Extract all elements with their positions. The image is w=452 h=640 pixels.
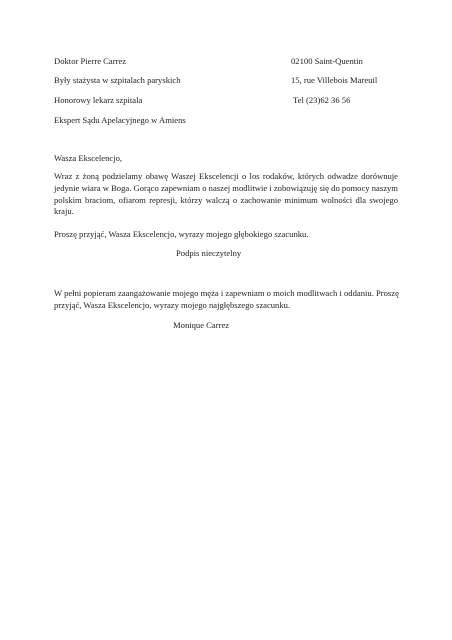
postscript-body: W pełni popieram zaangażowanie mojego męża i zapewniam o moich modlitwach i oddaniu. Proszę przyjąć, Wasza Ekscelencjo, wyrazy mojego najgłębszego szacunku. [54,288,399,310]
letter-signature: Podpis nieczytelny [176,248,242,258]
sender-phone: Tel (23)62 36 56 [293,95,351,105]
sender-title-court-expert: Ekspert Sądu Apelacyjnego w Amiens [54,115,186,125]
postscript-signature: Monique Carrez [173,320,230,330]
letter-salutation: Wasza Ekscelencjo, [54,153,123,163]
letter-closing: Proszę przyjąć, Wasza Ekscelencjo, wyrazy mojego głębokiego szacunku. [54,229,309,239]
sender-title-former-intern: Były stażysta w szpitalach paryskich [54,75,181,85]
sender-title-honorary-doctor: Honorowy lekarz szpitala [54,95,143,105]
letter-body: Wraz z żoną podzielamy obawę Waszej Ekscelencji o los rodaków, których odwadze dorównuje jedynie wiara w Boga. Gorąco zapewniam o naszej modlitwie i zobowiązuję się do pomocy naszym polskim braciom, ofiarom represji, którzy walczą o zachowanie minimum wolności dla swojego kraju. [54,171,398,217]
sender-postal-code-city: 02100 Saint-Quentin [291,56,363,66]
sender-name: Doktor Pierre Carrez [54,56,127,66]
sender-street-address: 15, rue Villebois Mareuil [291,75,378,85]
